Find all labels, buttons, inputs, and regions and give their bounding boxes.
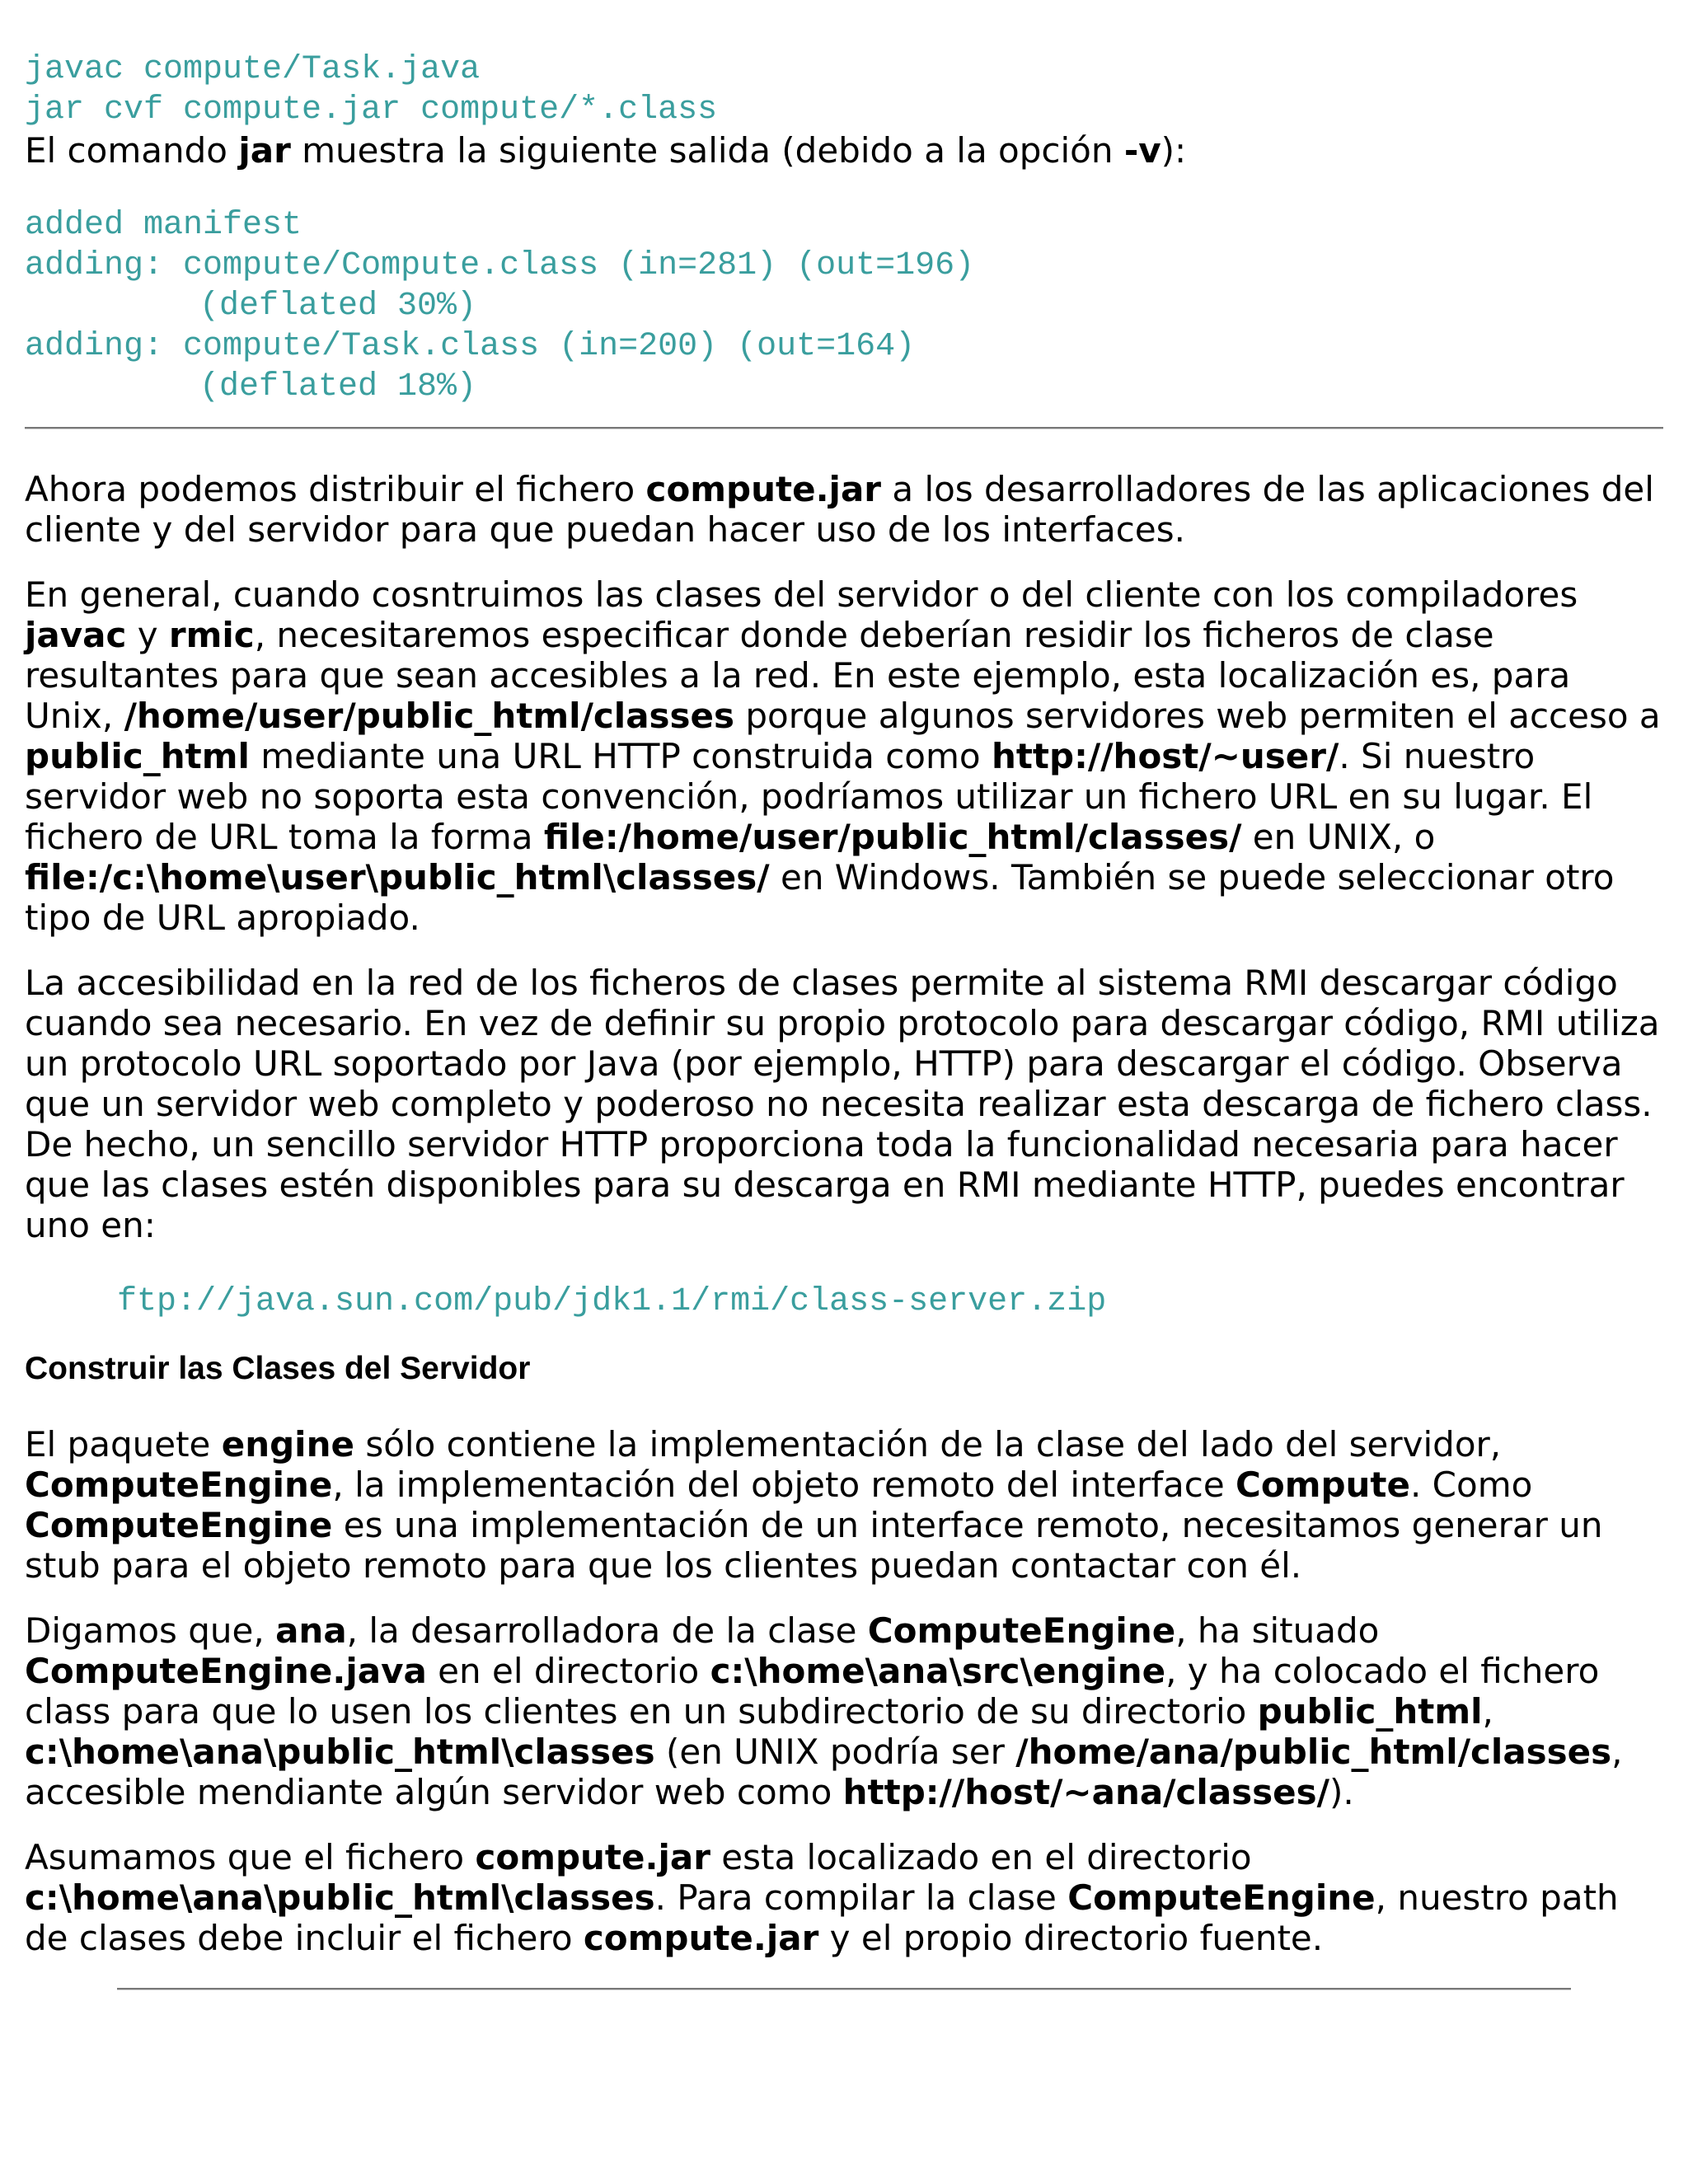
code-line: (deflated 30%) xyxy=(199,288,477,325)
paragraph-assume: Asumamos que el fichero compute.jar esta localizado en el directorio c:\home\ana\public_html\classes. Para compilar la clase ComputeEngine, nuestro path de clases debe incluir el fichero compute.jar y el propio directorio fuente. xyxy=(25,1837,1619,1958)
paragraph-general: En general, cuando cosntruimos las clases del servidor o del cliente con los compiladores javac y rmic, necesitaremos especificar donde deberían residir los ficheros de clase resultantes para que sean accesibles a la red. En este ejemplo, esta localización es, para Unix, /home/user/public_html/classes porque algunos servidores web permiten el acceso a public_html mediante una URL HTTP construida como http://host/~user/. Si nuestro servidor web no soporta esta convención, podríamos utilizar un fichero URL en su lugar. El fichero de URL toma la forma file:/home/user/public_html/classes/ en UNIX, o file:/c:\home\user\public_html\classes/ en Windows. También se puede seleccionar otro tipo de URL apropiado. xyxy=(25,574,1661,938)
code-line: jar cvf compute.jar compute/*.class xyxy=(25,91,718,129)
paragraph-ana: Digamos que, ana, la desarrolladora de la clase ComputeEngine, ha situado ComputeEngine.java en el directorio c:\home\ana\src\engine, y ha colocado el fichero class para que lo usen los clientes en un subdirectorio de su directorio public_html, c:\home\ana\public_html\classes (en UNIX podría ser /home/ana/public_html/classes, accesible mendiante algún servidor web como http://host/~ana/classes/). xyxy=(25,1610,1623,1812)
code-line: javac compute/Task.java xyxy=(25,51,481,88)
paragraph-distribute: Ahora podemos distribuir el fichero compute.jar a los desarrolladores de las aplicaciones del cliente y del servidor para que puedan hacer uso de los interfaces. xyxy=(25,469,1654,550)
jar-output-block xyxy=(25,205,1663,407)
code-line: (deflated 18%) xyxy=(199,368,477,405)
jar-intro-paragraph: El comando jar muestra la siguiente salida (debido a la opción -v): xyxy=(25,130,1187,171)
compile-code-block xyxy=(25,49,1663,130)
code-line: added manifest xyxy=(25,207,302,244)
ftp-link[interactable]: ftp://java.sun.com/pub/jdk1.1/rmi/class-server.zip xyxy=(117,1283,1107,1320)
code-line: adding: compute/Compute.class (in=281) (out=196) xyxy=(25,247,975,284)
code-line: adding: compute/Task.class (in=200) (out=164) xyxy=(25,328,916,365)
section-heading: Construir las Clases del Servidor xyxy=(25,1351,531,1386)
paragraph-accessibility: La accesibilidad en la red de los ficheros de clases permite al sistema RMI descargar código cuando sea necesario. En vez de definir su propio protocolo para descargar código, RMI utiliza un protocolo URL soportado por Java (por ejemplo, HTTP) para descargar el código. Observa que un servidor web completo y poderoso no necesita realizar esta descarga de fichero class. De hecho, un sencillo servidor HTTP proporciona toda la funcionalidad necesaria para hacer que las clases estén disponibles para su descarga en RMI mediante HTTP, puedes encontrar uno en: xyxy=(25,963,1660,1245)
horizontal-rule xyxy=(117,1988,1571,1990)
paragraph-engine: El paquete engine sólo contiene la implementación de la clase del lado del servidor, ComputeEngine, la implementación del objeto remoto del interface Compute. Como ComputeEngine es una implementación de un interface remoto, necesitamos generar un stub para el objeto remoto para que los clientes puedan contactar con él. xyxy=(25,1424,1603,1586)
